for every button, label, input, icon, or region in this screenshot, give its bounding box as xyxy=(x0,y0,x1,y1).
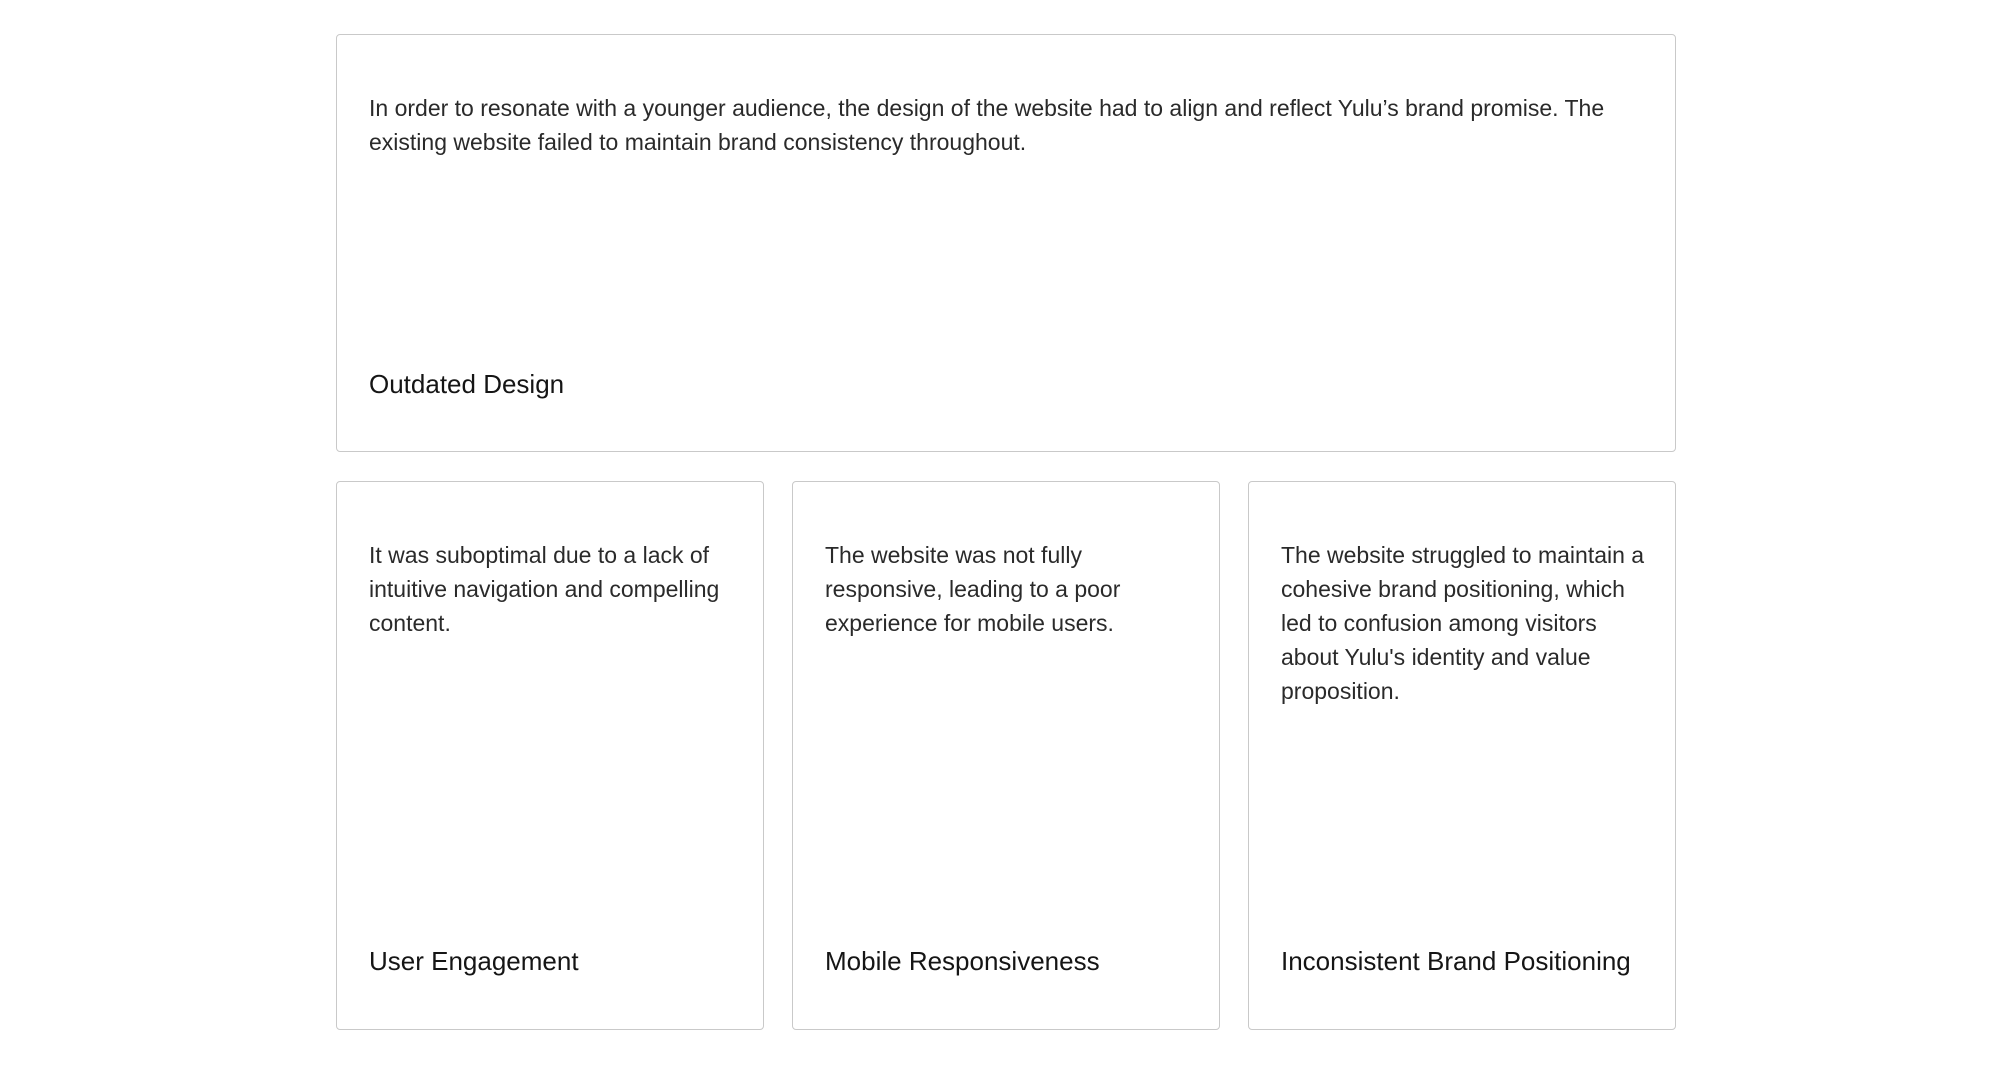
card-description: In order to resonate with a younger audience, the design of the website had to align and reflect Yulu’s brand promise. The existing website failed to maintain brand consistency throughout. xyxy=(369,95,1605,155)
card-title: User Engagement xyxy=(369,946,579,976)
card-title: Outdated Design xyxy=(369,369,565,399)
card-user-engagement xyxy=(336,481,764,1030)
card-title: Mobile Responsiveness xyxy=(825,946,1100,976)
card-outdated-design xyxy=(336,34,1676,452)
card-title: Inconsistent Brand Positioning xyxy=(1281,946,1631,976)
card-mobile-responsiveness xyxy=(792,481,1220,1030)
card-inconsistent-brand-positioning xyxy=(1248,481,1676,1030)
card-description: The website struggled to maintain a cohesive brand positioning, which led to confusion among visitors about Yulu's identity and value proposition. xyxy=(1281,542,1645,704)
card-description: It was suboptimal due to a lack of intuitive navigation and compelling content. xyxy=(369,542,720,636)
card-description: The website was not fully responsive, leading to a poor experience for mobile users. xyxy=(825,542,1121,636)
